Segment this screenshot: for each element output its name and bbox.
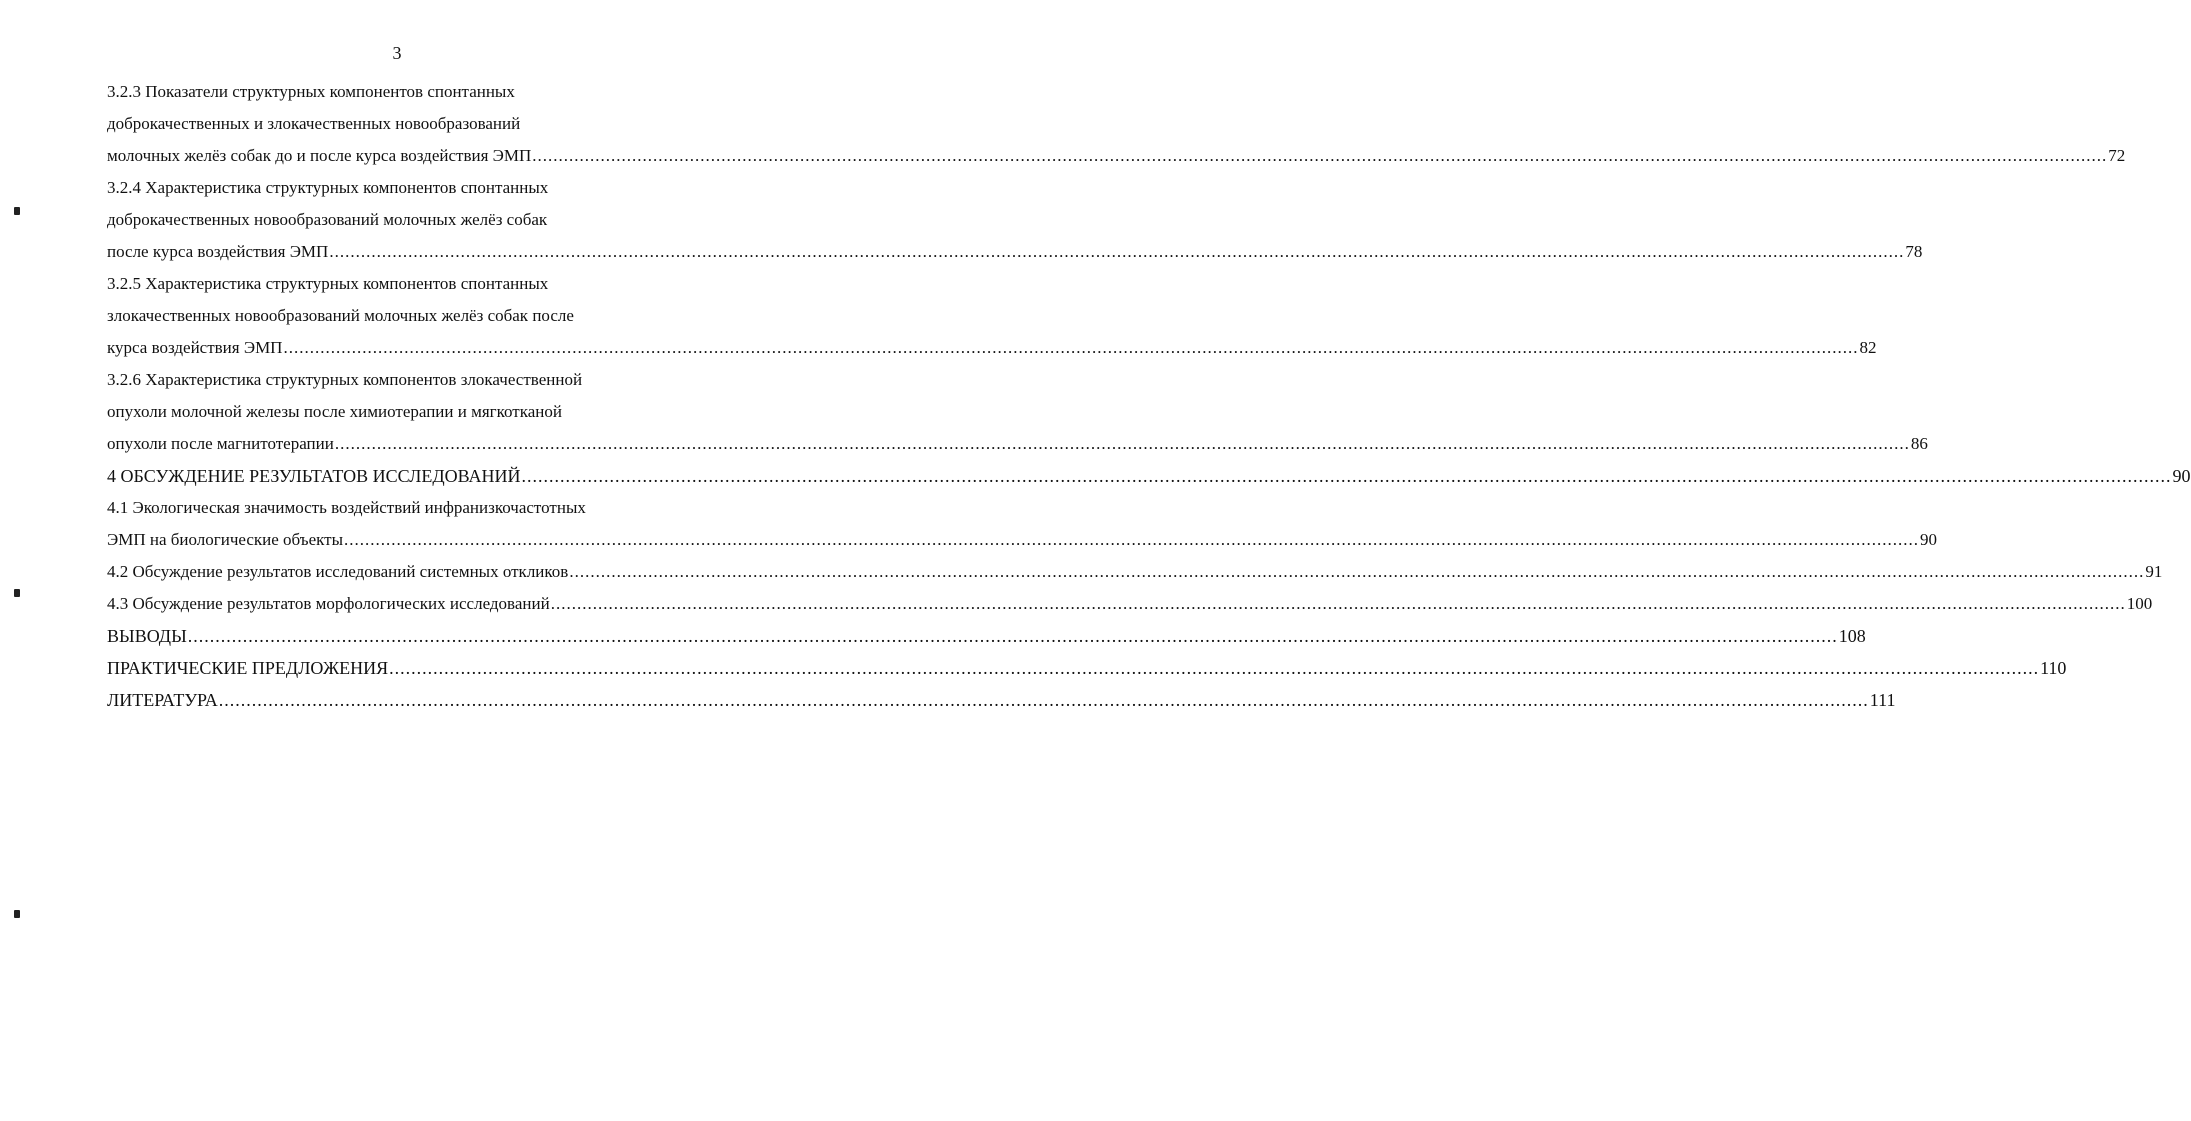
toc-entry-line: доброкачественных новообразований молочных желёз собак bbox=[107, 210, 548, 229]
dot-leader: ............................................................................................................................................................................................................................................................................................................ bbox=[218, 690, 1869, 710]
dot-leader: ............................................................................................................................................................................................................................................................................................................ bbox=[334, 434, 1910, 453]
toc-entry-line: 3.2.5 Характеристика структурных компонентов спонтанных bbox=[107, 274, 549, 293]
toc-entry-last-line bbox=[107, 556, 2163, 588]
toc-entry-last-line bbox=[107, 332, 1877, 364]
toc-entry-last-line bbox=[107, 140, 2126, 172]
toc-page-number: 91 bbox=[2145, 562, 2163, 581]
toc-page-number: 82 bbox=[1859, 338, 1877, 357]
toc-entry-last-line bbox=[107, 524, 1937, 556]
toc-entry-line: 3.2.4 Характеристика структурных компонентов спонтанных bbox=[107, 178, 549, 197]
toc-entry-text: молочных желёз собак до и после курса воздействия ЭМП bbox=[107, 146, 532, 165]
toc-page-number: 108 bbox=[1838, 626, 1866, 646]
toc-chapter-title: ПРАКТИЧЕСКИЕ ПРЕДЛОЖЕНИЯ bbox=[107, 658, 389, 678]
toc-entry-text: ЭМП на биологические объекты bbox=[107, 530, 343, 549]
toc-entry-text: 4.2 Обсуждение результатов исследований системных откликов bbox=[107, 562, 569, 581]
toc-entry-text: курса воздействия ЭМП bbox=[107, 338, 283, 357]
toc-page-number: 100 bbox=[2126, 594, 2153, 613]
scan-mark bbox=[14, 589, 20, 597]
toc-entry-line: 3.2.6 Характеристика структурных компонентов злокачественной bbox=[107, 370, 583, 389]
scan-mark bbox=[14, 207, 20, 215]
dot-leader: ............................................................................................................................................................................................................................................................................................................ bbox=[550, 594, 2126, 613]
dot-leader: ............................................................................................................................................................................................................................................................................................................ bbox=[187, 626, 1838, 646]
toc-entry-last-line bbox=[107, 588, 2153, 620]
toc-entry-line: 4.1 Экологическая значимость воздействий инфранизкочастотных bbox=[107, 498, 586, 517]
toc-entry-line: 3.2.3 Показатели структурных компонентов спонтанных bbox=[107, 82, 515, 101]
toc-chapter-title: 4 ОБСУЖДЕНИЕ РЕЗУЛЬТАТОВ ИССЛЕДОВАНИЙ bbox=[107, 466, 521, 486]
toc-page-number: 72 bbox=[2108, 146, 2126, 165]
toc-page-number: 110 bbox=[2040, 658, 2067, 678]
toc-entry-last-line bbox=[107, 236, 1923, 268]
scan-mark bbox=[14, 910, 20, 918]
toc-entry-text: опухоли после магнитотерапии bbox=[107, 434, 334, 453]
dot-leader: ............................................................................................................................................................................................................................................................................................................ bbox=[569, 562, 2145, 581]
toc-page-number: 78 bbox=[1905, 242, 1923, 261]
toc-page-number: 111 bbox=[1869, 690, 1896, 710]
dot-leader: ............................................................................................................................................................................................................................................................................................................ bbox=[389, 658, 2040, 678]
toc-entry-last-line bbox=[107, 460, 2191, 492]
dot-leader: ............................................................................................................................................................................................................................................................................................................ bbox=[521, 466, 2172, 486]
toc-chapter-title: ВЫВОДЫ bbox=[107, 626, 187, 646]
toc-entry-line: доброкачественных и злокачественных новообразований bbox=[107, 114, 521, 133]
dot-leader: ............................................................................................................................................................................................................................................................................................................ bbox=[283, 338, 1859, 357]
toc-page-number: 90 bbox=[2172, 466, 2191, 486]
dot-leader: ............................................................................................................................................................................................................................................................................................................ bbox=[329, 242, 1905, 261]
toc-entry-line: злокачественных новообразований молочных желёз собак после bbox=[107, 306, 574, 325]
table-of-contents bbox=[107, 76, 2191, 716]
toc-page-number: 90 bbox=[1920, 530, 1937, 549]
toc-page-number: 86 bbox=[1910, 434, 1928, 453]
toc-entry-last-line bbox=[107, 684, 1896, 716]
dot-leader: ............................................................................................................................................................................................................................................................................................................ bbox=[532, 146, 2108, 165]
toc-entry-line: опухоли молочной железы после химиотерапии и мягкотканой bbox=[107, 402, 562, 421]
toc-entry-last-line bbox=[107, 652, 2067, 684]
toc-entry-text: после курса воздействия ЭМП bbox=[107, 242, 329, 261]
toc-entry-last-line bbox=[107, 620, 1866, 652]
toc-chapter-title: ЛИТЕРАТУРА bbox=[107, 690, 218, 710]
toc-entry-text: 4.3 Обсуждение результатов морфологических исследований bbox=[107, 594, 550, 613]
dot-leader: ............................................................................................................................................................................................................................................................................................................ bbox=[344, 530, 1919, 549]
page-number: 3 bbox=[392, 43, 402, 63]
toc-entry-last-line bbox=[107, 428, 1928, 460]
